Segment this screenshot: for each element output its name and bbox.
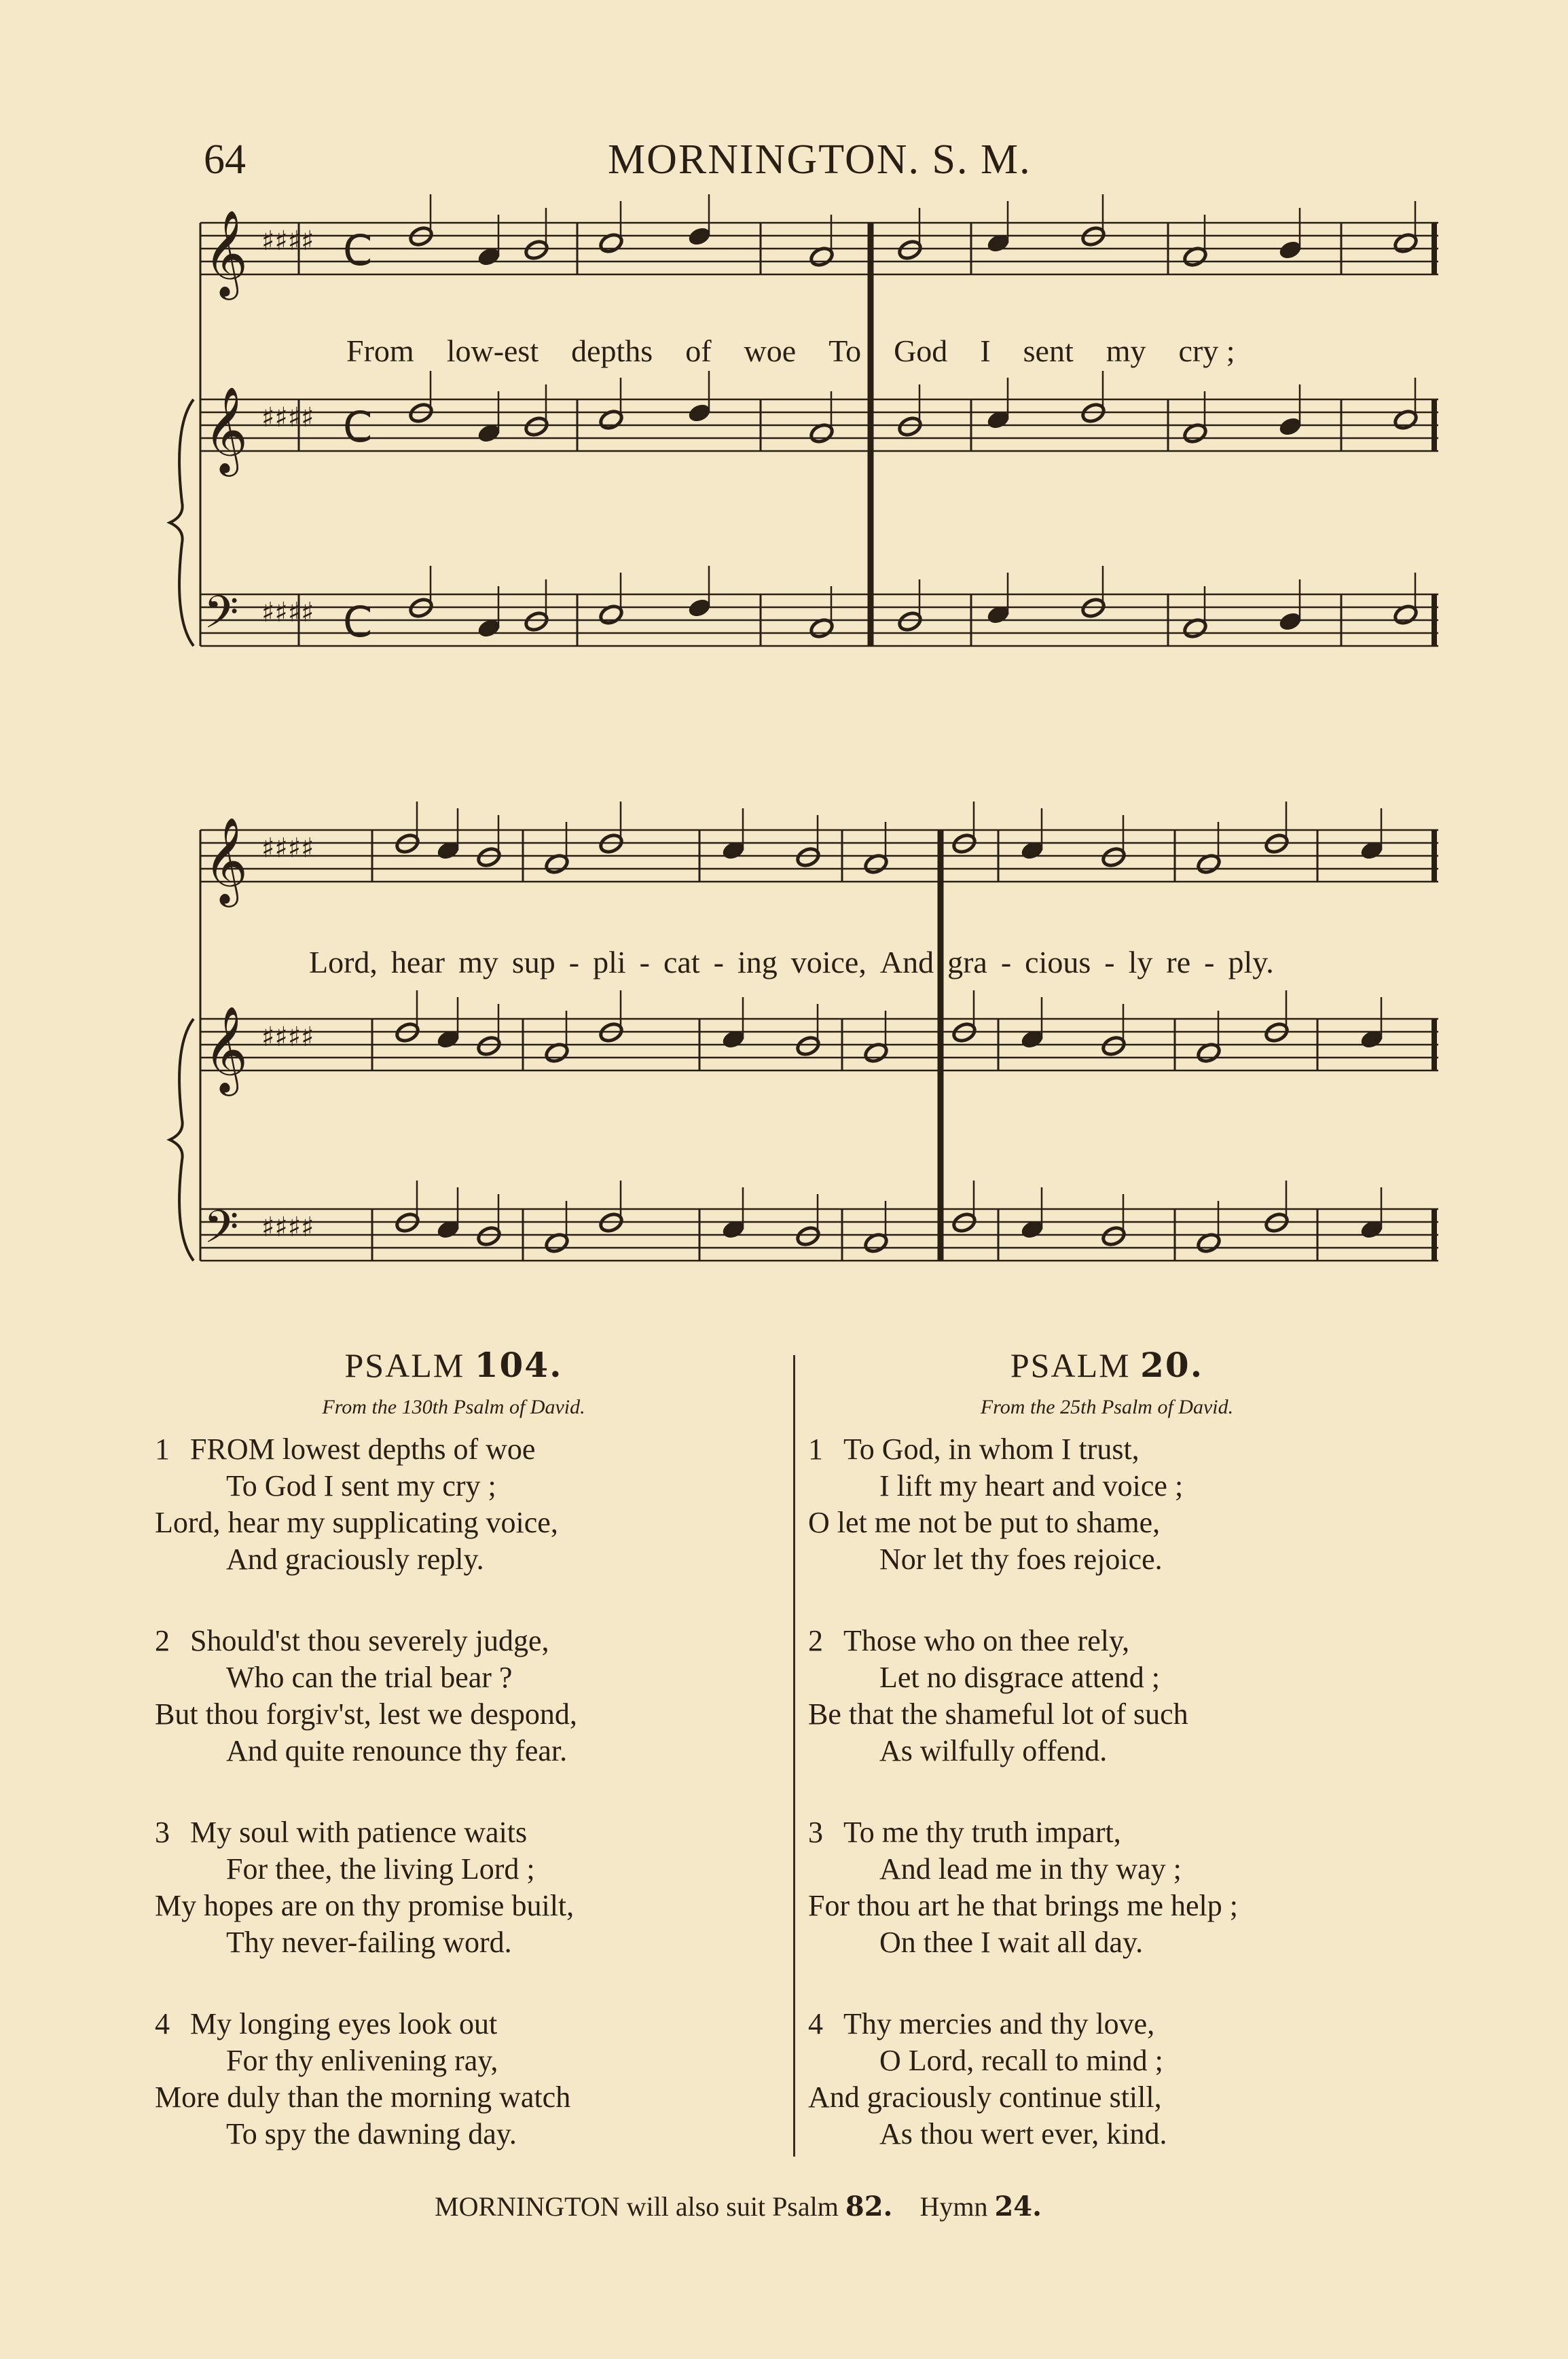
- verse-line: [155, 1659, 752, 1696]
- verse-line: [155, 1696, 752, 1733]
- treble-clef-icon: 𝄞: [204, 209, 249, 296]
- stanza-number: 3: [808, 1816, 823, 1849]
- verse-text: Be that the shameful lot of such: [808, 1697, 1188, 1731]
- treble-clef-icon: 𝄞: [204, 816, 249, 903]
- verse-line: [808, 2042, 1406, 2079]
- key-signature-icon: ♯♯♯♯: [261, 833, 314, 864]
- psalm-label: PSALM: [1010, 1346, 1131, 1384]
- key-signature-icon: ♯♯♯♯: [261, 597, 314, 628]
- lyric-syllable: my: [1106, 334, 1146, 368]
- psalm-number: 20.: [1140, 1345, 1204, 1385]
- verse-line: [808, 1623, 1406, 1659]
- lyric-syllable: depths: [571, 334, 653, 368]
- stanza: [808, 1623, 1406, 1769]
- verse-text: Who can the trial bear ?: [226, 1661, 513, 1694]
- verse-text: And graciously reply.: [226, 1543, 484, 1576]
- verse-line: [155, 1541, 752, 1578]
- verse-text: And quite renounce thy fear.: [226, 1734, 568, 1767]
- verse-line: [808, 1541, 1406, 1578]
- stanza-number: 1: [155, 1433, 170, 1466]
- lyric-syllable: re: [1166, 945, 1191, 979]
- lyric-syllable: ply.: [1228, 945, 1274, 979]
- verse-line: [808, 1924, 1406, 1961]
- stanza: [808, 1431, 1406, 1578]
- lyric-syllable: -: [639, 945, 650, 979]
- psalm-label: PSALM: [344, 1346, 465, 1384]
- treble-clef-icon: 𝄞: [204, 386, 249, 473]
- stanza: [155, 2006, 752, 2153]
- common-time-icon: C: [343, 402, 373, 452]
- psalm-20-column: [808, 1345, 1406, 2153]
- verse-line: [808, 1468, 1406, 1505]
- stanza: [155, 1814, 752, 1961]
- verse-line: [808, 1851, 1406, 1888]
- stanza-number: 3: [155, 1816, 170, 1849]
- verse-text: My longing eyes look out: [190, 2007, 498, 2040]
- verse-text: O Lord, recall to mind ;: [879, 2044, 1163, 2077]
- lyric-syllable: cry ;: [1178, 334, 1235, 368]
- verse-text: I lift my heart and voice ;: [879, 1469, 1184, 1502]
- verse-text: Those who on thee rely,: [843, 1624, 1130, 1657]
- lyric-syllable: -: [713, 945, 724, 979]
- verse-line: [808, 1659, 1406, 1696]
- verse-line: [808, 2116, 1406, 2153]
- psalm-104-column: [155, 1345, 752, 2153]
- verse-line: [155, 1623, 752, 1659]
- psalm-source: From the 130th Psalm of David.: [322, 1396, 585, 1418]
- lyric-syllable: God: [894, 334, 948, 368]
- verse-line: [155, 1733, 752, 1769]
- verse-text: For thee, the living Lord ;: [226, 1852, 535, 1886]
- verse-line: [808, 2079, 1406, 2116]
- lyric-syllable: To: [828, 334, 862, 368]
- lyric-syllable: my: [458, 945, 498, 979]
- footer-text: will also suit Psalm: [619, 2191, 845, 2222]
- verse-text: To spy the dawning day.: [226, 2117, 517, 2150]
- verse-text: Let no disgrace attend ;: [879, 1661, 1160, 1694]
- lyric-syllable: -: [1000, 945, 1012, 979]
- verse-text: As wilfully offend.: [879, 1734, 1108, 1767]
- lyric-syllable: ing: [737, 945, 778, 979]
- verse-text: Thy mercies and thy love,: [843, 2007, 1155, 2040]
- stanza-number: 2: [808, 1624, 823, 1657]
- lyric-syllable: cat: [663, 945, 700, 979]
- verse-line: [808, 1814, 1406, 1851]
- lyric-syllable: of: [685, 334, 712, 368]
- lyric-syllable: sup: [511, 945, 555, 979]
- verse-text: O let me not be put to shame,: [808, 1506, 1161, 1539]
- lyric-syllable: ly: [1128, 945, 1153, 979]
- key-signature-icon: ♯♯♯♯: [261, 226, 314, 257]
- verse-text: As thou wert ever, kind.: [879, 2117, 1167, 2150]
- common-time-icon: C: [343, 226, 373, 275]
- lyric-syllable: From: [346, 334, 414, 368]
- psalm-heading: [808, 1345, 1406, 1385]
- verse-line: [808, 1888, 1406, 1924]
- stanza: [808, 2006, 1406, 2153]
- lyric-syllable: hear: [390, 945, 445, 979]
- footer-hymn-number: 24.: [994, 2191, 1042, 2222]
- tune-title: MORNINGTON. S. M.: [608, 137, 1032, 183]
- score-lyrics-line1: [346, 333, 1268, 369]
- stanza-number: 2: [155, 1624, 170, 1657]
- bass-clef-icon: 𝄢: [204, 1201, 239, 1264]
- score-lyrics-line2: [309, 944, 1288, 980]
- verse-text: For thy enlivening ray,: [226, 2044, 498, 2077]
- verse-line: [808, 1431, 1406, 1468]
- lyric-syllable: cious: [1025, 945, 1091, 979]
- verse-text: Lord, hear my supplicating voice,: [155, 1506, 558, 1539]
- system-brace: [170, 399, 194, 646]
- verse-text: My hopes are on thy promise built,: [155, 1889, 575, 1922]
- verse-line: [155, 2079, 752, 2116]
- psalm-heading: [155, 1345, 752, 1385]
- verse-line: [155, 1431, 752, 1468]
- verse-text: But thou forgiv'st, lest we despond,: [155, 1697, 577, 1731]
- lyric-syllable: woe: [744, 334, 797, 368]
- lyric-syllable: voice,: [790, 945, 867, 979]
- stanza-number: 4: [155, 2007, 170, 2040]
- verse-line: [155, 1814, 752, 1851]
- verse-line: [155, 1888, 752, 1924]
- footer-tune-name: MORNINGTON: [435, 2191, 620, 2222]
- common-time-icon: C: [343, 597, 373, 647]
- stanza: [155, 1431, 752, 1578]
- verse-text: On thee I wait all day.: [879, 1926, 1144, 1959]
- verse-text: For thou art he that brings me help ;: [808, 1889, 1238, 1922]
- lyric-syllable: sent: [1023, 334, 1074, 368]
- verse-line: [808, 1505, 1406, 1541]
- footer-hymn-label: Hymn: [919, 2191, 988, 2222]
- bass-clef-icon: 𝄢: [204, 586, 239, 649]
- stanza: [155, 1623, 752, 1769]
- verse-text: And lead me in thy way ;: [879, 1852, 1182, 1886]
- verse-text: Thy never-failing word.: [226, 1926, 512, 1959]
- stanza-number: 4: [808, 2007, 823, 2040]
- verse-line: [155, 1924, 752, 1961]
- verse-text: And graciously continue still,: [808, 2081, 1162, 2114]
- psalm-number: 104.: [474, 1345, 563, 1385]
- lyric-syllable: Lord,: [309, 945, 378, 979]
- verse-line: [808, 2006, 1406, 2042]
- lyric-syllable: gra: [947, 945, 987, 979]
- verse-line: [155, 1505, 752, 1541]
- stanza-number: 1: [808, 1433, 823, 1466]
- lyric-syllable: -: [1204, 945, 1215, 979]
- lyric-syllable: -: [568, 945, 580, 979]
- verse-line: [155, 2116, 752, 2153]
- verse-line: [808, 1696, 1406, 1733]
- verse-text: More duly than the morning watch: [155, 2081, 571, 2114]
- verse-text: FROM lowest depths of woe: [190, 1433, 536, 1466]
- treble-clef-icon: 𝄞: [204, 1005, 249, 1092]
- verse-line: [155, 1851, 752, 1888]
- lyric-syllable: -: [1104, 945, 1115, 979]
- verse-text: My soul with patience waits: [190, 1816, 528, 1849]
- lyric-syllable: low-est: [446, 334, 539, 368]
- verse-text: Nor let thy foes rejoice.: [879, 1543, 1163, 1576]
- verse-line: [808, 1733, 1406, 1769]
- lyric-syllable: I: [980, 334, 991, 368]
- key-signature-icon: ♯♯♯♯: [261, 402, 314, 433]
- column-divider: [793, 1355, 795, 2157]
- page-number: 64: [204, 137, 246, 183]
- system-brace: [170, 1019, 194, 1261]
- key-signature-icon: ♯♯♯♯: [261, 1022, 314, 1053]
- verse-line: [155, 2042, 752, 2079]
- stanza: [808, 1814, 1406, 1961]
- verse-line: [155, 2006, 752, 2042]
- lyric-syllable: And: [879, 945, 934, 979]
- lyric-syllable: pli: [593, 945, 626, 979]
- verse-text: To God, in whom I trust,: [843, 1433, 1139, 1466]
- key-signature-icon: ♯♯♯♯: [261, 1212, 314, 1243]
- footer-note: [435, 2191, 1042, 2222]
- footer-psalm-number: 82.: [845, 2191, 893, 2222]
- verse-text: To me thy truth impart,: [843, 1816, 1121, 1849]
- verse-line: [155, 1468, 752, 1505]
- verse-text: To God I sent my cry ;: [226, 1469, 496, 1502]
- psalm-source: From the 25th Psalm of David.: [980, 1396, 1234, 1418]
- verse-text: Should'st thou severely judge,: [190, 1624, 549, 1657]
